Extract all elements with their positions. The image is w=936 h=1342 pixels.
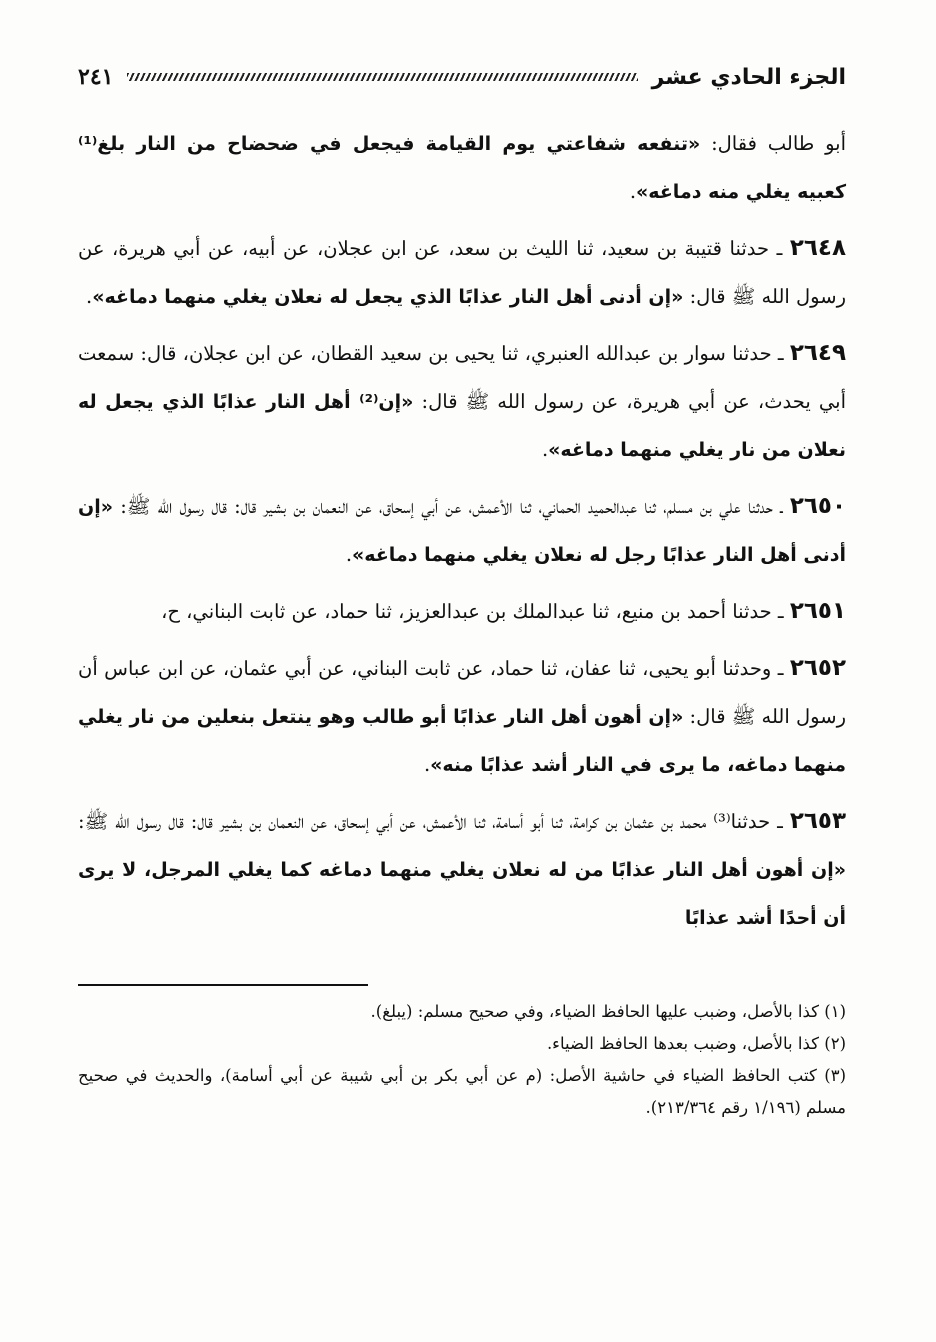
isnad-text: أبو طالب فقال: [700,132,846,155]
footnote: (٣) كتب الحافظ الضياء في حاشية الأصل: (م عن أبي بكر بن أبي شيبة عن أبي أسامة)، والحديث في صحيح مسلم (١/١٩٦ رقم ٢١٣/٣٦٤). [78,1066,846,1117]
isnad-text: ـ حدثنا⁽³⁾ محمد بن عثمان بن كرامة، ثنا أبو أسامة، ثنا الأعمش، عن أبي إسحاق، عن النعمان بن بشير قال: قال رسول الله ﷺ: [78,810,790,833]
isnad-text: ـ وحدثنا أبو يحيى، ثنا عفان، ثنا حماد، عن ثابت البناني، عن أبي عثمان، عن ابن عباس أن رسول الله ﷺ قال: [78,657,846,728]
body-text [78,120,846,942]
hadith-paragraph [78,587,846,636]
hadith-paragraph [78,644,846,789]
footnote: (١) كذا بالأصل، وضبب عليها الحافظ الضياء، وفي صحيح مسلم: (يبلغ). [370,1002,846,1021]
isnad-text: ـ حدثنا أحمد بن منيع، ثنا عبدالملك بن عبدالعزيز، ثنا حماد، عن ثابت البناني، ح، [161,600,790,623]
hadith-number: ٢٦٤٨ [789,235,846,261]
matn-text: «إن أدنى أهل النار عذابًا رجل له نعلان يغلي منهما دماغه» [78,496,846,566]
hadith-paragraph [78,797,846,942]
hadith-number: ٢٦٤٩ [789,340,846,366]
hadith-number: ٢٦٥٠ [789,493,846,519]
para-end: . [423,753,431,776]
hadith-paragraph [78,224,846,321]
matn-text: «إن أهون أهل النار عذابًا أبو طالب وهو ينتعل بنعلين من نار يغلي منهما دماغه، ما يرى في النار أشد عذابًا منه» [78,706,846,776]
matn-text: «إن⁽²⁾ أهل النار عذابًا الذي يجعل له نعلان من نار يغلي منهما دماغه» [78,391,846,461]
para-end: . [629,180,637,203]
footnote-separator-wrap [78,950,846,996]
hadith-paragraph [78,120,846,216]
matn-text: «تنفعه شفاعتي يوم القيامة فيجعل في ضحضاح من النار بلغ⁽¹⁾ كعبيه يغلي منه دماغه» [78,133,846,203]
matn-text: «إن أهون أهل النار عذابًا من له نعلان يغلي منهما دماغه كما يغلي المرجل، لا يرى أن أحدًا أشد عذابًا [78,859,846,929]
isnad-text: ـ حدثنا قتيبة بن سعيد، ثنا الليث بن سعد، عن ابن عجلان، عن أبيه، عن أبي هريرة، عن رسول الله ﷺ قال: [78,237,846,308]
isnad-text: ـ حدثنا سوار بن عبدالله العنبري، ثنا يحيى بن سعيد القطان، عن ابن عجلان، قال: سمعت أبي يحدث، عن أبي هريرة، عن رسول الله ﷺ قال: [78,342,846,413]
hadith-paragraph [78,482,846,579]
footnote-separator [78,984,368,986]
footnote: (٢) كذا بالأصل، وضبب بعدها الحافظ الضياء. [546,1034,846,1053]
para-end: . [86,285,93,308]
page-number: ٢٤١ [78,64,114,90]
hadith-number: ٢٦٥١ [789,598,846,624]
para-end: . [541,438,549,461]
footnotes [78,996,846,1124]
page-header [78,52,846,102]
para-end: . [345,543,353,566]
matn-text: «إن أدنى أهل النار عذابًا الذي يجعل له نعلان يغلي منهما دماغه» [92,286,684,308]
book-page [78,52,846,1124]
header-hatched-rule [127,73,637,81]
hadith-number: ٢٦٥٣ [789,808,846,834]
hadith-paragraph [78,329,846,474]
hadith-number: ٢٦٥٢ [789,655,846,681]
running-title: الجزء الحادي عشر [651,64,846,90]
isnad-text: ـ حدثنا علي بن مسلم، ثنا عبدالحميد الحماني، ثنا الأعمش، عن أبي إسحاق، عن النعمان بن بشير قال: قال رسول الله ﷺ: [113,495,790,518]
